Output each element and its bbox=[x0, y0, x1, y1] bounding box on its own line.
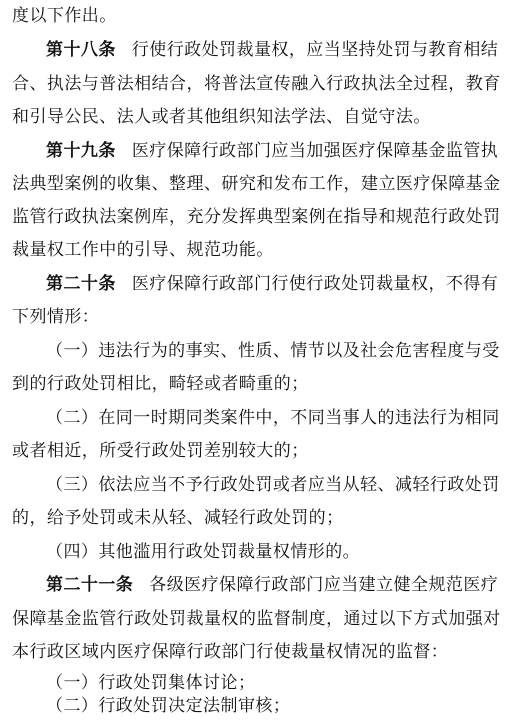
line-text: （三）依法应当不予行政处罚或者应当从轻、减轻行政处罚 bbox=[46, 475, 500, 495]
list-item-line bbox=[46, 402, 503, 434]
list-item-line bbox=[46, 536, 503, 568]
text-line bbox=[12, 502, 503, 534]
line-text: 行使行政处罚裁量权，应当坚持处罚与教育相结 bbox=[131, 40, 499, 60]
line-text: （四）其他滥用行政处罚裁量权情形的。 bbox=[46, 542, 361, 562]
text-line bbox=[12, 435, 503, 467]
text-line bbox=[12, 168, 503, 200]
text-line bbox=[12, 201, 503, 233]
line-text: 度以下作出。 bbox=[12, 6, 117, 26]
text-line bbox=[12, 368, 503, 400]
list-item-line bbox=[46, 335, 503, 367]
line-text: 医疗保障行政部门行使行政处罚裁量权，不得有 bbox=[131, 274, 499, 294]
line-text: 保障基金监管行政处罚裁量权的监督制度，通过以下方式加强对 bbox=[12, 609, 501, 629]
article-20-heading-line bbox=[46, 268, 503, 300]
article-18-heading-line bbox=[46, 34, 503, 66]
line-text: 法典型案例的收集、整理、研究和发布工作，建立医疗保障基金 bbox=[12, 174, 501, 194]
article-19-heading-line bbox=[46, 135, 503, 167]
text-line bbox=[12, 301, 503, 333]
line-text: （二）在同一时期同类案件中，不同当事人的违法行为相同 bbox=[46, 408, 500, 428]
text-line bbox=[12, 636, 503, 668]
text-line bbox=[12, 234, 503, 266]
line-text: 各级医疗保障行政部门应当建立健全规范医疗 bbox=[149, 575, 499, 595]
article-number: 第十九条 bbox=[46, 141, 116, 161]
article-number: 第十八条 bbox=[46, 40, 116, 60]
article-21-heading-line bbox=[46, 569, 503, 601]
article-number: 第二十一条 bbox=[46, 575, 134, 595]
text-line bbox=[12, 101, 503, 133]
line-text: 或者相近，所受行政处罚差别较大的； bbox=[12, 441, 309, 461]
text-line bbox=[12, 68, 503, 100]
line-text: 和引导公民、法人或者其他组织知法学法、自觉守法。 bbox=[12, 107, 431, 127]
line-text: 医疗保障行政部门应当加强医疗保障基金监管执 bbox=[131, 141, 499, 161]
text-line bbox=[12, 603, 503, 635]
article-number: 第二十条 bbox=[46, 274, 116, 294]
list-item-line bbox=[46, 690, 503, 722]
line-text: 到的行政处罚相比，畸轻或者畸重的； bbox=[12, 374, 309, 394]
line-text: （一）行政处罚集体讨论； bbox=[46, 673, 256, 693]
line-text: 合、执法与普法相结合，将普法宣传融入行政执法全过程，教育 bbox=[12, 74, 501, 94]
text-line bbox=[12, 0, 503, 32]
line-text: 的，给予处罚或未从轻、减轻行政处罚的； bbox=[12, 508, 344, 528]
line-text: 下列情形： bbox=[12, 307, 100, 327]
line-text: 本行政区域内医疗保障行政部门行使裁量权情况的监督： bbox=[12, 642, 449, 662]
line-text: 监管行政执法案例库，充分发挥典型案例在指导和规范行政处罚 bbox=[12, 207, 501, 227]
line-text: （一）违法行为的事实、性质、情节以及社会危害程度与受 bbox=[46, 341, 500, 361]
line-text: （二）行政处罚决定法制审核； bbox=[46, 696, 291, 716]
line-text: 裁量权工作中的引导、规范功能。 bbox=[12, 240, 274, 260]
list-item-line bbox=[46, 469, 503, 501]
